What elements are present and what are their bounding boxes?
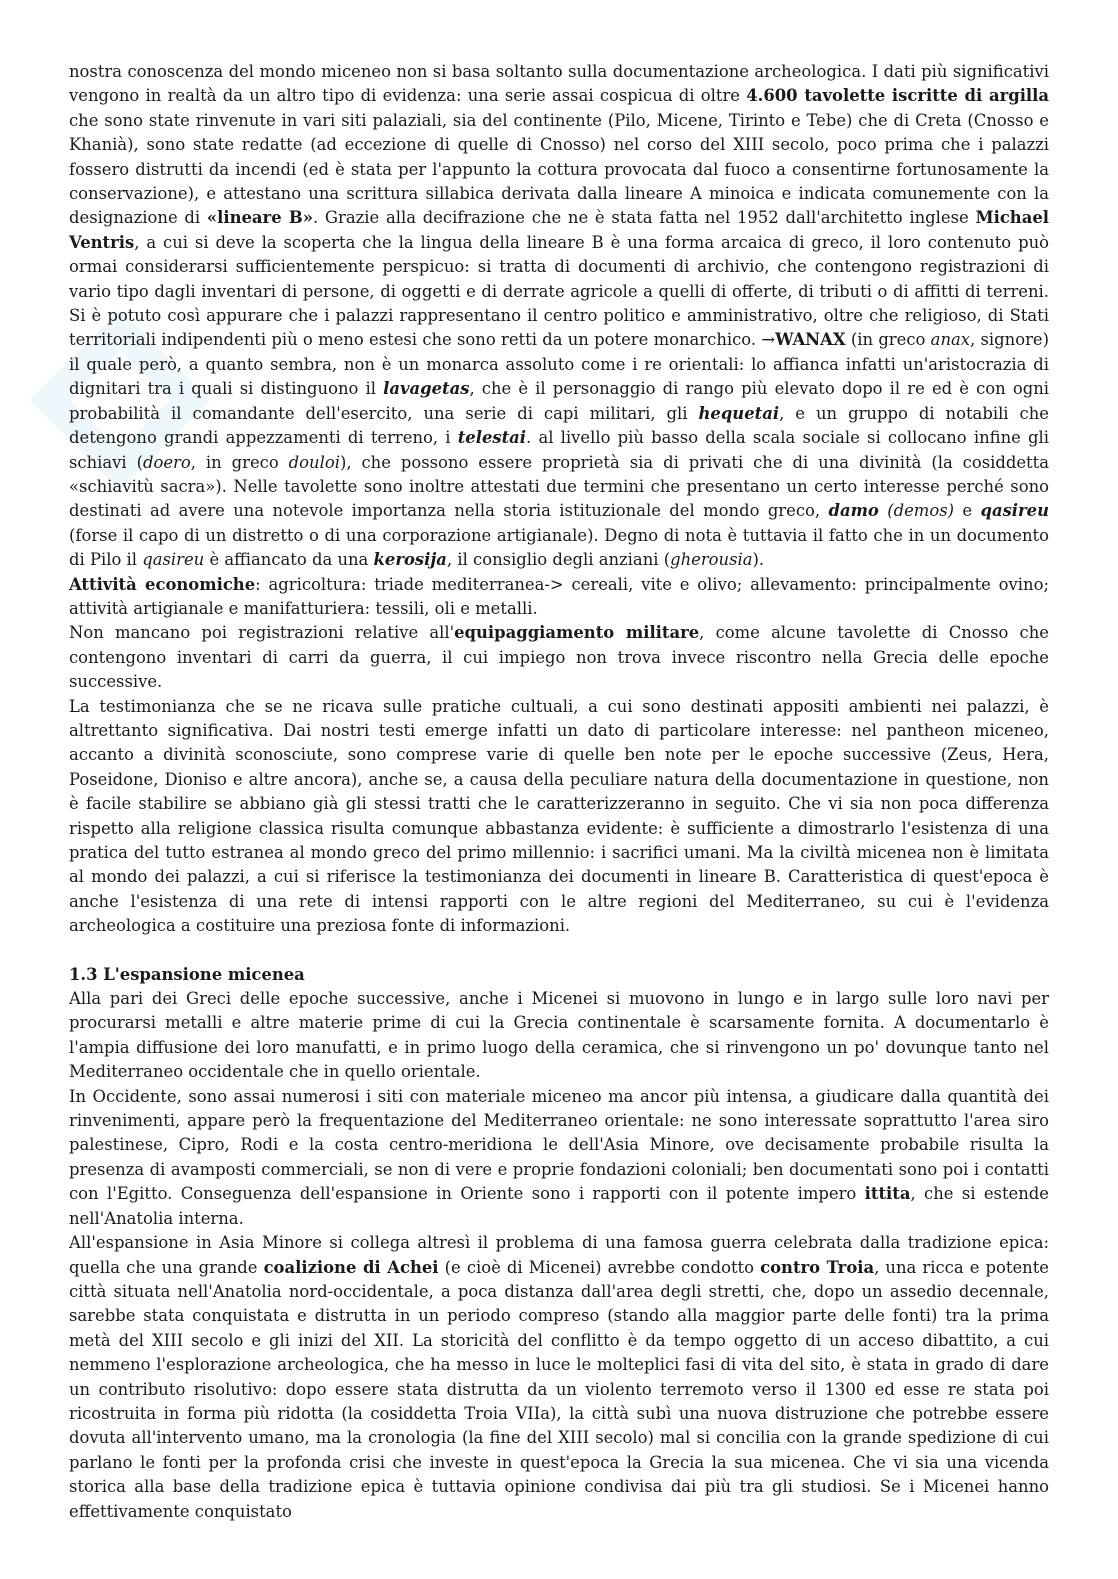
paragraph-east: In Occidente, sono assai numerosi i siti con materiale miceneo ma ancor più intensa, a giudicare dalla quantità dei rinvenimenti, appare però la frequentazione del Mediterraneo orientale: ne sono interessate soprattutto l'area siro palestinese, Cipro, Rodi e la costa centro-meridiona le dell'Asia Minore, ove decisamente probabile risulta la presenza di avamposti commerciali, se non di vere e proprie fondazioni coloniali; ben documentati sono poi i contatti con l'Egitto. Conseguenza dell'espansione in Oriente sono i rapporti con il potente impero ittita, che si estende nell'Anatolia interna. — [69, 1086, 1049, 1228]
italic-term: (demos) — [878, 501, 955, 521]
document-page — [69, 60, 1049, 1524]
bold-term: WANAX — [775, 330, 846, 350]
italic-term: gherousia — [670, 550, 753, 570]
bold-italic-term: telestai — [457, 428, 527, 448]
bold-italic-term: damo — [828, 501, 879, 521]
bold-term: contro Troia — [760, 1257, 875, 1277]
bold-term: coalizione di Achei — [263, 1257, 439, 1277]
bold-term: equipaggiamento militare — [454, 623, 700, 643]
bold-term: Attività economiche — [69, 574, 256, 594]
bold-italic-term: kerosija — [373, 550, 447, 570]
paragraph-troy: All'espansione in Asia Minore si collega altresì il problema di una famosa guerra celebrata dalla tradizione epica: quella che una grande coalizione di Achei (e cioè di Micenei) avrebbe condotto contro Troia, una ricca e potente città situata nell'Anatolia nord-occidentale, a poca distanza dall'area degli stretti, che, dopo un assedio decennale, sarebbe stata conquistata e distrutta in un periodo compreso (stando alla maggior parte delle fonti) tra la prima metà del XIII secolo e gli inizi del XII. La storicità del conflitto è da tempo oggetto di un acceso dibattito, a cui nemmeno l'esplorazione archeologica, che ha messo in luce le molteplici fasi di vita del sito, è stata in grado di dare un contributo risolutivo: dopo essere stata distrutta da un violento terremoto verso il 1300 ed esse re stata poi ricostruita in forma più ridotta (la cosiddetta Troia VIIa), la città subì una nuova distruzione che potrebbe essere dovuta all'intervento umano, ma la cronologia (la fine del XIII secolo) mal si concilia con la grande spedizione di cui parlano le fonti per la profonda crisi che investe in quest'epoca la Grecia la sua micenea. Che vi sia una vicenda storica alla base della tradizione epica è tuttavia opinione condivisa dai più tra gli studiosi. Se i Micenei hanno effettivamente conquistato — [69, 1233, 1049, 1521]
italic-term: doero — [143, 452, 191, 472]
paragraph-economy: Attività economiche: agricoltura: triade mediterranea-> cereali, vite e olivo; allevamento: principalmente ovino; attività artigianale e manifatturiera: tessili, oli e metalli. — [69, 574, 1049, 618]
paragraph-trade: Alla pari dei Greci delle epoche successive, anche i Micenei si muovono in lungo e in largo sulle loro navi per procurarsi metalli e altre materie prime di cui la Grecia continentale è scarsamente fornita. A documentarlo è l'ampia diffusione dei loro manufatti, e in primo luogo della ceramica, che si rinvengono un po' dovunque tanto nel Mediterraneo occidentale che in quello orientale. — [69, 989, 1049, 1082]
bold-italic-term: lavagetas — [383, 379, 470, 399]
bold-term: 4.600 tavolette iscritte di argilla — [746, 86, 1049, 106]
paragraph-cults: La testimonianza che se ne ricava sulle pratiche cultuali, a cui sono destinati appositi ambienti nei palazzi, è altrettanto significativa. Dai nostri testi emerge infatti un dato di particolare interesse: nel pantheon miceneo, accanto a divinità sconosciute, sono comprese varie di quelle ben note per le epoche successive (Zeus, Hera, Poseidone, Dioniso e altre ancora), anche se, a causa della peculiare natura della documentazione in questione, non è facile stabilire se abbiano già gli stessi tratti che le caratterizzeranno in seguito. Che vi sia non poca differenza rispetto alla religione classica risulta comunque abbastanza evidente: è sufficiente a dimostrarlo l'esistenza di una pratica del tutto estranea al mondo greco del primo millennio: i sacrifici umani. Ma la civiltà micenea non è limitata al mondo dei palazzi, a cui si riferisce la testimonianza dei documenti in lineare B. Caratteristica di quest'epoca è anche l'esistenza di una rete di intensi rapporti con le altre regioni del Mediterraneo, su cui è l'evidenza archeologica a costituire una preziosa fonte di informazioni. — [69, 696, 1049, 936]
paragraph-military: Non mancano poi registrazioni relative all'equipaggiamento militare, come alcune tavolette di Cnosso che contengono inventari di carri da guerra, il cui impiego non trova invece riscontro nella Grecia delle epoche successive. — [69, 623, 1049, 692]
italic-term: anax — [930, 330, 971, 350]
italic-term: qasireu — [142, 550, 205, 570]
section-heading: 1.3 L'espansione micenea — [69, 964, 305, 984]
bold-term: Michael Ventris — [69, 208, 1049, 252]
bold-term: «lineare B» — [206, 208, 313, 228]
bold-term: ittita — [864, 1184, 911, 1204]
paragraph-linear-b: nostra conoscenza del mondo miceneo non si basa soltanto sulla documentazione archeologica. I dati più significativi vengono in realtà da un altro tipo di evidenza: una serie assai cospicua di oltre 4.600 tavolette iscritte di argilla che sono state rinvenute in vari siti palaziali, sia del continente (Pilo, Micene, Tirinto e Tebe) che di Creta (Cnosso e Khanià), sono state redatte (ad eccezione di quelle di Cnosso) nel corso del XIII secolo, poco prima che i palazzi fossero distrutti da incendi (ed è stata per l'appunto la cottura provocata dal fuoco a consentirne fortunosamente la conservazione), e attestano una scrittura sillabica derivata dalla lineare A minoica e indicata comunemente con la designazione di «lineare B». Grazie alla decifrazione che ne è stata fatta nel 1952 dall'architetto inglese Michael Ventris, a cui si deve la scoperta che la lingua della lineare B è una forma arcaica di greco, il loro contenuto può ormai considerarsi sufficientemente perspicuo: si tratta di documenti di archivio, che contengono registrazioni di vario tipo dagli inventari di persone, di oggetti e di derrate agricole a quelli di offerte, di tributi o di affitti di terreni. Si è potuto così appurare che i palazzi rappresentano il centro politico e amministrativo, oltre che religioso, di Stati territoriali indipendenti più o meno estesi che sono retti da un potere monarchico. →WANAX (in greco anax, signore) il quale però, a quanto sembra, non è un monarca assoluto come i re orientali: lo affianca infatti un'aristocrazia di dignitari tra i quali si distinguono il lavagetas, che è il personaggio di rango più elevato dopo il re ed è con ogni probabilità il comandante dell'esercito, una serie di capi militari, gli hequetai, e un gruppo di notabili che detengono grandi appezzamenti di terreno, i telestai. al livello più basso della scala sociale si collocano infine gli schiavi (doero, in greco douloi), che possono essere proprietà sia di privati che di una divinità (la cosiddetta «schiavitù sacra»). Nelle tavolette sono inoltre attestati due termini che presentano un certo interesse perché sono destinati ad avere una notevole importanza nella storia istituzionale del mondo greco, damo (demos) e qasireu (forse il capo di un distretto o di una corporazione artigianale). Degno di nota è tuttavia il fatto che in un documento di Pilo il qasireu è affiancato da una kerosija, il consiglio degli anziani (gherousia). — [69, 62, 1050, 570]
italic-term: douloi — [288, 452, 340, 472]
bold-italic-term: hequetai — [698, 403, 780, 423]
bold-italic-term: qasireu — [980, 501, 1050, 521]
